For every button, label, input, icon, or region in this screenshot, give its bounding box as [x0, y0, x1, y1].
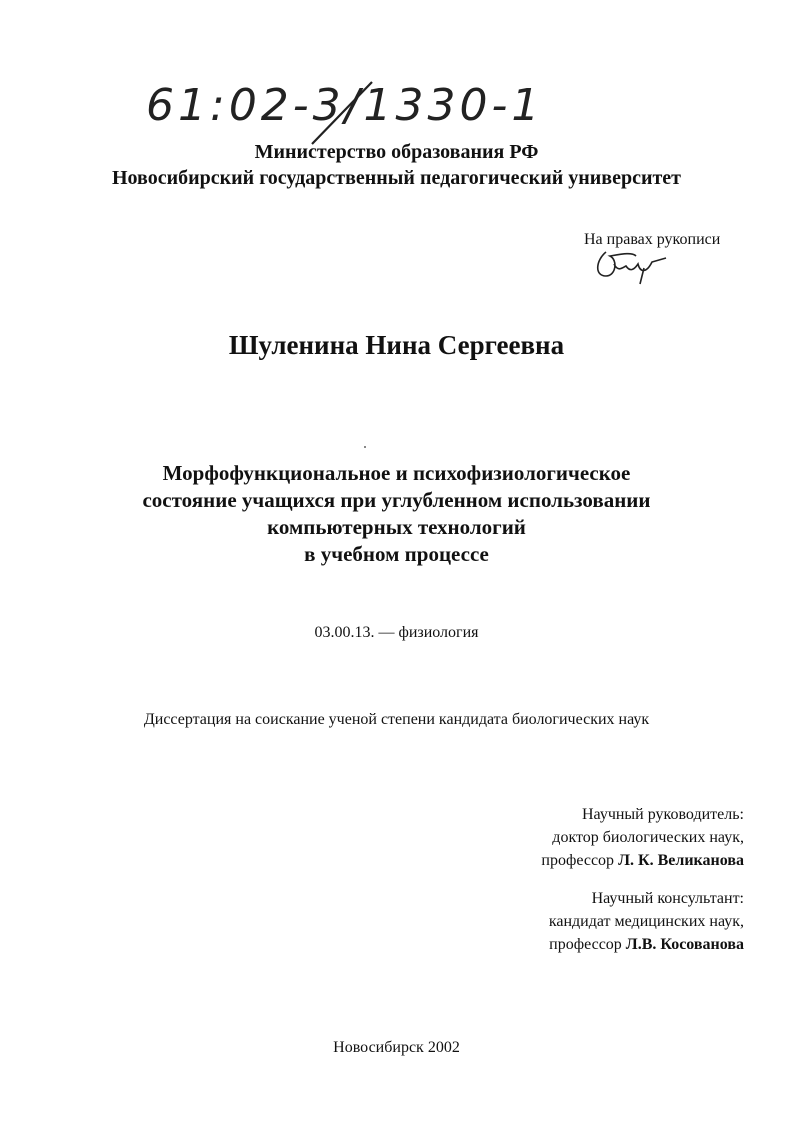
archive-stamp-text: 61:02-3/1330-1 [146, 80, 544, 131]
scan-speck [364, 446, 366, 448]
consultant-line [549, 933, 744, 956]
university-name: Новосибирский государственный педагогический университет [111, 167, 682, 189]
consultant-degree: кандидат медицинских наук, [548, 913, 744, 930]
consultant-title: профессор [549, 936, 622, 953]
supervisor-role: Научный руководитель: [581, 806, 744, 823]
consultant-name: Л.В. Косованова [625, 936, 744, 953]
title-line: состояние учащихся при углубленном использовании [142, 488, 651, 512]
consultant-role: Научный консультант: [591, 890, 744, 907]
consultant-block [549, 887, 744, 956]
author-signature [592, 246, 672, 286]
title-line: в учебном процессе [304, 542, 489, 566]
supervisor-degree: доктор биологических наук, [552, 829, 744, 846]
supervisor-block [541, 803, 744, 872]
city-year: Новосибирск 2002 [333, 1039, 460, 1056]
degree-statement: Диссертация на соискание ученой степени кандидата биологических наук [143, 711, 650, 728]
supervisor-name: Л. К. Великанова [618, 852, 744, 869]
signature-scribble [592, 246, 672, 286]
dissertation-title [0, 460, 793, 568]
title-line: компьютерных технологий [267, 515, 526, 539]
ministry-name: Министерство образования РФ [254, 141, 539, 163]
institution-header [0, 139, 793, 191]
supervisor-title: профессор [541, 852, 615, 869]
title-line: Морфофункциональное и психофизиологическое [162, 461, 631, 485]
archive-stamp [140, 78, 544, 148]
manuscript-rights: На правах рукописи [584, 231, 721, 248]
speciality-code: 03.00.13. — физиология [314, 624, 479, 641]
supervisor-line [541, 849, 744, 872]
author-name: Шуленина Нина Сергеевна [228, 330, 565, 360]
